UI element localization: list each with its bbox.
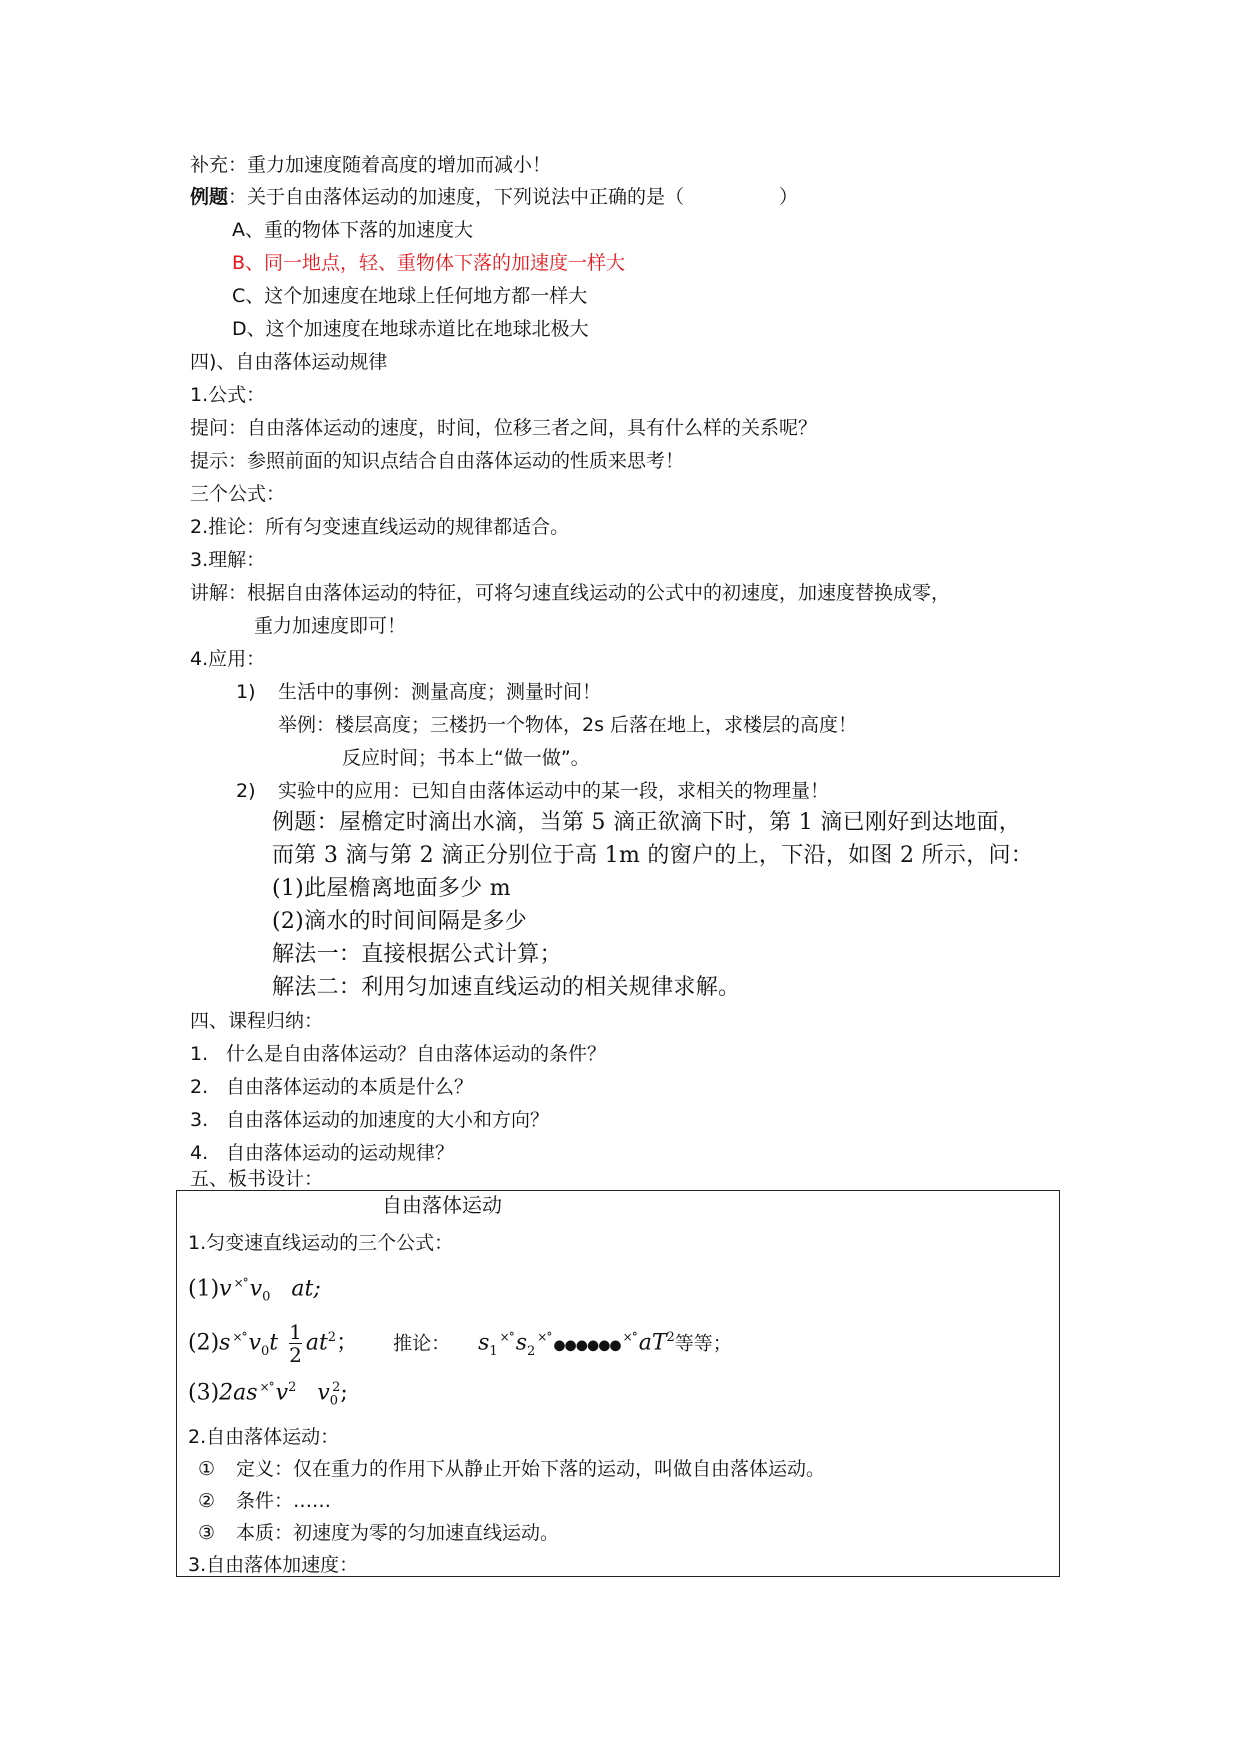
board-free-fall-label: 2.自由落体运动：	[188, 1426, 340, 1448]
board-point-condition: 条件：……	[236, 1490, 332, 1512]
option-d: D、这个加速度在地球赤道比在地球北极大	[232, 318, 589, 340]
solution-method-1: 解法一：直接根据公式计算；	[272, 942, 562, 967]
example-subquestion-1: (1)此屋檐离地面多少 m	[272, 876, 511, 901]
option-b-answer: B、同一地点，轻、重物体下落的加速度一样大	[232, 252, 626, 274]
formula-displacement: (2)s $^{\times^\circ}v_0t$ $\frac{1}{2}$ $at^2$； 推论： $s_1^{\times^\circ}s_2^{\times^\circ}●●●●●●^{\times^\circ}aT^2$等等；	[188, 1320, 732, 1367]
understand-label: 3.理解：	[190, 549, 266, 571]
board-point-mark: ③	[198, 1522, 216, 1544]
board-point-mark: ②	[198, 1490, 216, 1512]
apply-item-2-text: 实验中的应用：已知自由落体运动中的某一段，求相关的物理量！	[278, 780, 830, 802]
apply-item-1-example-1: 举例：楼层高度；三楼扔一个物体，2s 后落在地上，求楼层的高度！	[278, 714, 858, 736]
board-point-mark: ①	[198, 1458, 216, 1480]
summary-item: 自由落体运动的本质是什么？	[226, 1076, 474, 1098]
example-label: 例题	[190, 186, 229, 208]
board-point-definition: 定义：仅在重力的作用下从静止开始下落的运动，叫做自由落体运动。	[236, 1458, 826, 1480]
board-formulas-label: 1.匀变速直线运动的三个公式：	[188, 1232, 454, 1254]
example-line-1: 例题：屋檐定时滴出水滴，当第 5 滴正欲滴下时，第 1 滴已刚好到达地面，	[272, 810, 1022, 835]
section-heading: 四)、自由落体运动规律	[190, 351, 388, 373]
three-formulas-label: 三个公式：	[190, 483, 286, 505]
option-a: A、重的物体下落的加速度大	[232, 219, 473, 241]
summary-item-number: 4.	[190, 1142, 209, 1164]
explain-line-2: 重力加速度即可！	[254, 615, 407, 637]
board-acceleration-label: 3.自由落体加速度：	[188, 1554, 359, 1576]
apply-label: 4.应用：	[190, 648, 266, 670]
board-design-heading: 五、板书设计：	[190, 1168, 324, 1190]
apply-item-1-number: 1)	[236, 681, 256, 703]
summary-heading: 四、课程归纳：	[190, 1010, 324, 1032]
summary-item-number: 1.	[190, 1043, 209, 1065]
example-line-2: 而第 3 滴与第 2 滴正分别位于高 1m 的窗户的上，下沿，如图 2 所示，问：	[272, 843, 1034, 868]
summary-item-number: 2.	[190, 1076, 209, 1098]
formula-velocity: (1)v $^{\times^\circ}v_0$ at;	[188, 1276, 321, 1305]
example-question-text: ：关于自由落体运动的加速度，下列说法中正确的是（ ）	[228, 186, 799, 208]
one-half-fraction: $\frac{1}{2}$	[289, 1320, 302, 1367]
question-prompt: 提问：自由落体运动的速度，时间，位移三者之间，具有什么样的关系呢？	[190, 417, 818, 439]
example-question	[190, 184, 798, 210]
formula-label: 1.公式：	[190, 384, 266, 406]
summary-item: 什么是自由落体运动？自由落体运动的条件？	[226, 1043, 607, 1065]
solution-method-2: 解法二：利用匀加速直线运动的相关规律求解。	[272, 975, 741, 1000]
summary-item: 自由落体运动的运动规律？	[226, 1142, 455, 1164]
board-point-essence: 本质：初速度为零的匀加速直线运动。	[236, 1522, 560, 1544]
apply-item-1-example-2: 反应时间；书本上“做一做”。	[342, 747, 590, 769]
apply-item-1-text: 生活中的事例：测量高度；测量时间！	[278, 681, 602, 703]
hint-text: 提示：参照前面的知识点结合自由落体运动的性质来思考！	[190, 450, 685, 472]
summary-item: 自由落体运动的加速度的大小和方向？	[226, 1109, 550, 1131]
formula-velocity-displacement: (3)2as $^{\times^\circ}v^2$ $v_0^2$;	[188, 1380, 348, 1409]
corollary-text: 2.推论：所有匀变速直线运动的规律都适合。	[190, 516, 570, 538]
example-subquestion-2: (2)滴水的时间间隔是多少	[272, 909, 528, 934]
explain-line-1: 讲解：根据自由落体运动的特征，可将匀速直线运动的公式中的初速度，加速度替换成零，	[190, 582, 951, 604]
apply-item-2-number: 2)	[236, 780, 256, 802]
summary-item-number: 3.	[190, 1109, 209, 1131]
supplement-note: 补充：重力加速度随着高度的增加而减小！	[190, 154, 552, 176]
option-c: C、这个加速度在地球上任何地方都一样大	[232, 285, 588, 307]
board-title: 自由落体运动	[382, 1193, 502, 1217]
